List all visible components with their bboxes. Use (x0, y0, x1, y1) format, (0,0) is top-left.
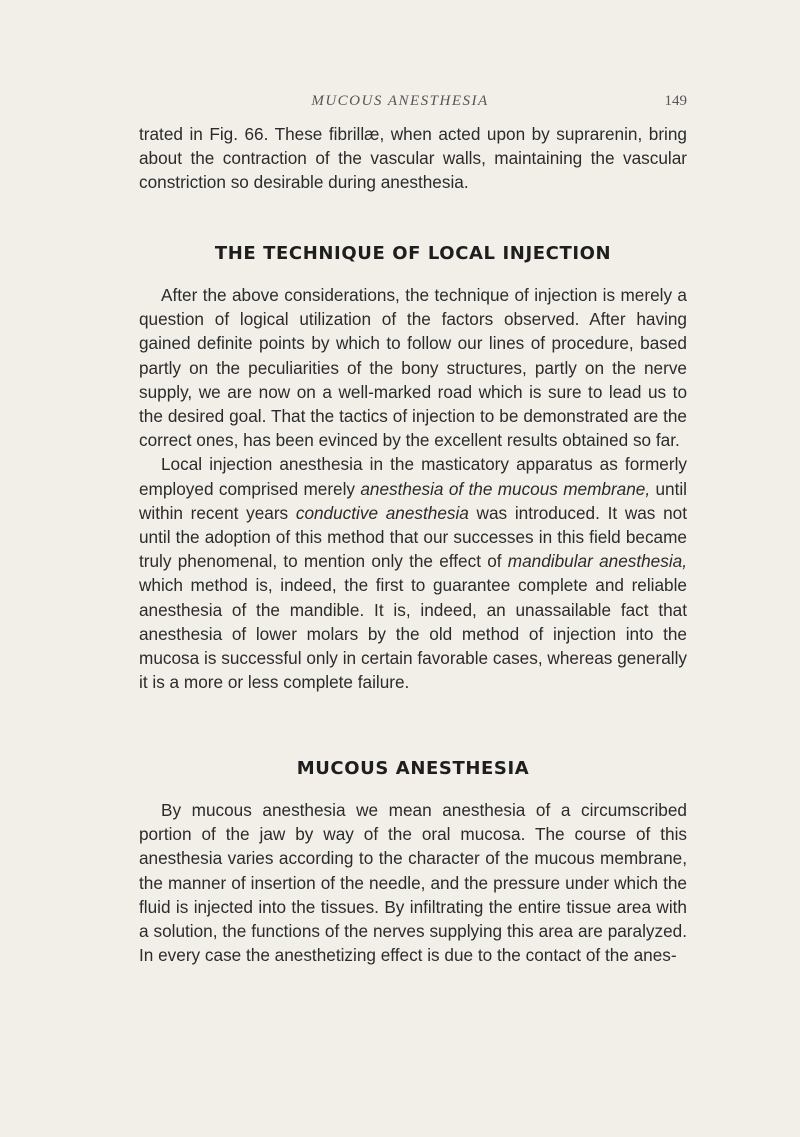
paragraph-text: Local injection anesthesia in the masticatory apparatus as formerly employed comprised merely (139, 454, 687, 499)
mucous-section-body (139, 798, 687, 967)
section-heading-technique: THE TECHNIQUE OF LOCAL INJECTION (214, 243, 612, 264)
opening-paragraph-block (139, 122, 687, 195)
technique-section-body (139, 283, 687, 694)
paragraph-mucous-definition: By mucous anesthesia we mean anesthesia of a circumscribed portion of the jaw by way of the oral mucosa. The course of this anesthesia varies according to the character of the mucous membrane, the manner of insertion of the needle, and the pressure under which the fluid is injected into the tissues. By infiltrating the entire tissue area with a solution, the functions of the nerves supplying this area are paralyzed. In every case the anesthetizing effect is due to the contact of the anes- (139, 800, 687, 966)
section-heading-mucous: MUCOUS ANESTHESIA (296, 758, 530, 779)
paragraph-text: was introduced. It was not until the adoption of this method that our successes in this field became truly phenomenal, to mention only the effect of (139, 502, 687, 572)
emphasis-mandibular-anesthesia: mandibular anesthesia, (507, 551, 687, 572)
paragraph-technique-intro: After the above considerations, the technique of injection is merely a question of logical utilization of the factors observed. After having gained definite points by which to follow our lines of procedure, based partly on the peculiarities of the bony structures, partly on the nerve supply, we are now on a well-marked road which is sure to lead us to the desired goal. That the tactics of injection to be demonstrated are the correct ones, has been evinced by the excellent results obtained so far. (139, 285, 687, 451)
running-title: MUCOUS ANESTHESIA (311, 93, 489, 109)
paragraph-text: until within recent years (139, 478, 687, 523)
emphasis-mucous-membrane: anesthesia of the mucous membrane, (360, 478, 651, 499)
running-head (0, 93, 800, 117)
paragraph-text: which method is, indeed, the first to guarantee complete and reliable anesthesia of the mandible. It is, indeed, an unassailable fact that anesthesia of lower molars by the old method of injection into the mucosa is successful only in certain favorable cases, whereas generally it is a more or less complete failure. (139, 575, 687, 693)
emphasis-conductive-anesthesia: conductive anesthesia (295, 502, 469, 523)
paragraph-local-injection (139, 452, 687, 694)
continued-paragraph: trated in Fig. 66. These fibrillæ, when acted upon by suprarenin, bring about the contraction of the vascular walls, maintaining the vascular constriction so desirable during anesthesia. (139, 124, 687, 193)
page-number: 149 (664, 93, 687, 109)
